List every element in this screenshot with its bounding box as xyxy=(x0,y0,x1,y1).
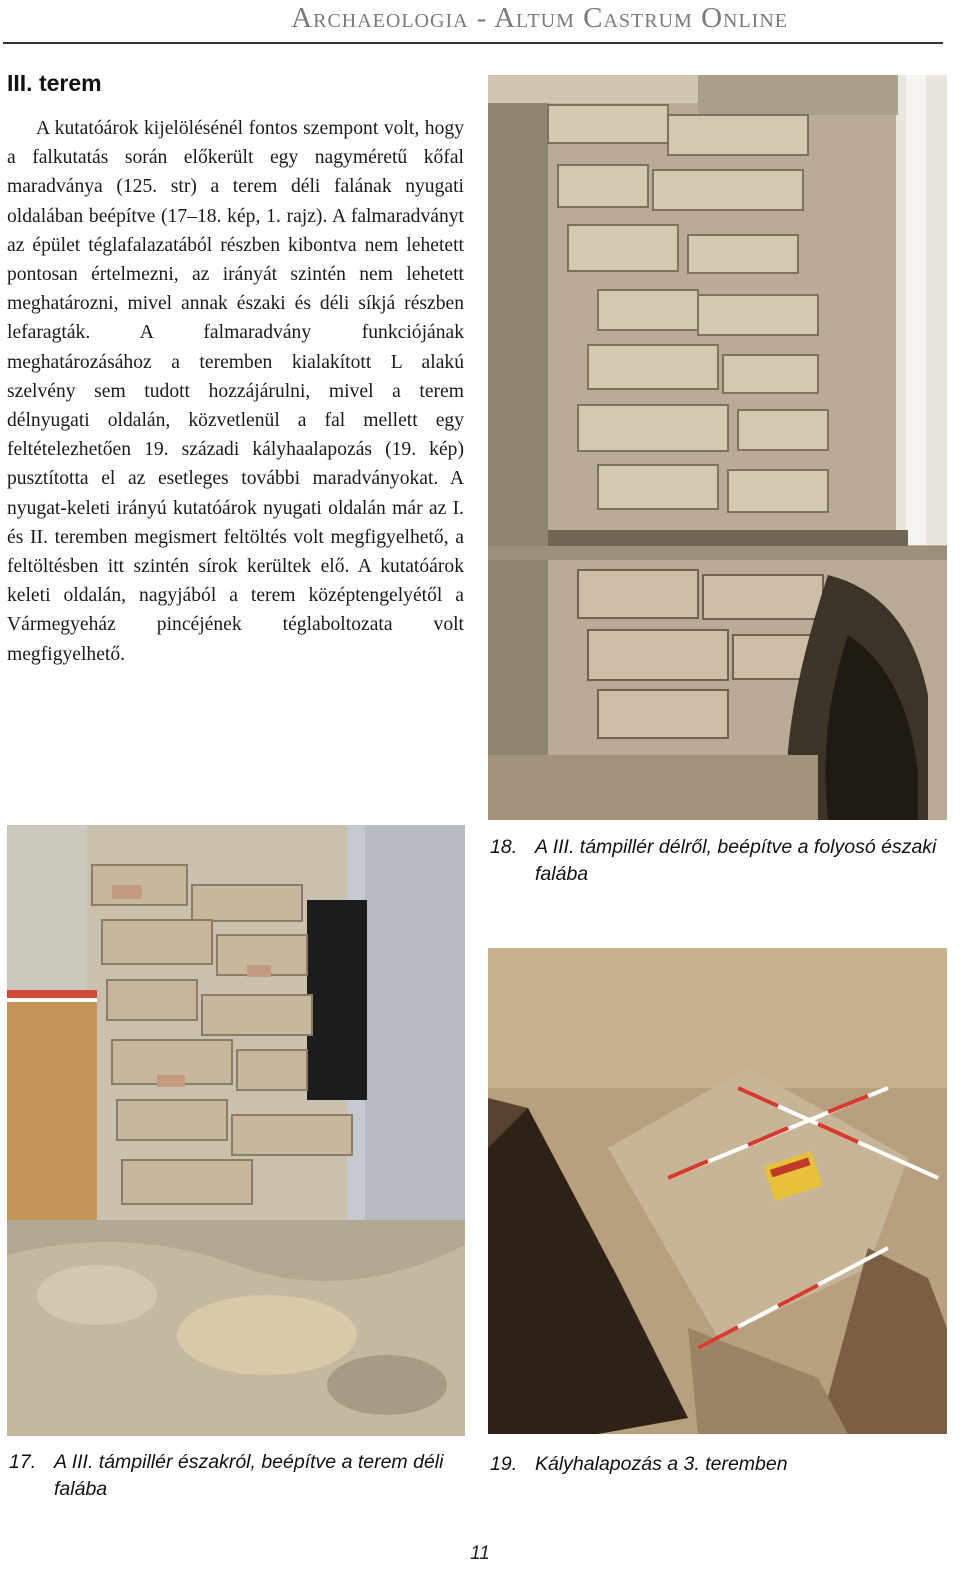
figure-19-image xyxy=(488,948,947,1434)
body-paragraph: A kutatóárok kijelölésénél fontos szempont volt, hogy a falkutatás során előkerült egy nagyméretű kőfal maradványa (125. str) a terem déli falának nyugati oldalában beépítve (17–18. kép, 1. rajz). A falmaradványt az épület téglafalazatából részben kibontva nem lehetett pontosan értelmezni, az irányát szintén nem lehetett meghatározni, mivel annak északi és déli síkjá részben lefaragták. A falmaradvány funkciójának meghatározásához a teremben kialakított L alakú szelvény sem tudott hozzájárulni, mivel a terem délnyugati oldalán, közvetlenül a fal mellett egy feltételezhetően 19. századi kályhaalapozás (19. kép) pusztította el az esetleges további maradványokat. A nyugat-keleti irányú kutatóárok nyugati oldalán már az I. és II. teremben megismert feltöltés volt megfigyelhető, a feltöltésben itt szintén sírok kerültek elő. A kutatóárok keleti oldalán, nagyjából a terem középtengelyétől a Vármegyeház pincéjének téglaboltozata volt megfigyelhető. xyxy=(7,118,464,665)
figure-18-number: 18. xyxy=(490,836,518,858)
section-heading: III. terem xyxy=(7,70,102,96)
figure-19-caption-text: Kályhalapozás a 3. teremben xyxy=(535,1453,788,1475)
figure-19-caption xyxy=(490,1451,940,1478)
figure-17-image xyxy=(7,825,465,1436)
figure-17-photo xyxy=(7,825,465,1436)
figure-18-caption xyxy=(490,834,940,888)
header-rule xyxy=(3,42,943,44)
figure-17-caption xyxy=(9,1449,465,1503)
figure-18-caption-text: A III. támpillér délről, beépítve a folyosó északi falába xyxy=(535,836,937,885)
figure-18-photo xyxy=(488,75,947,820)
running-title: Archaeologia - Altum Castrum Online xyxy=(291,2,788,34)
figure-18-image xyxy=(488,75,947,820)
page-number: 11 xyxy=(470,1543,490,1564)
figure-19-number: 19. xyxy=(490,1453,518,1475)
figure-17-number: 17. xyxy=(9,1451,37,1473)
figure-19-photo xyxy=(488,948,947,1434)
running-header xyxy=(0,0,960,46)
figure-17-caption-text: A III. támpillér északról, beépítve a terem déli falába xyxy=(54,1451,444,1500)
